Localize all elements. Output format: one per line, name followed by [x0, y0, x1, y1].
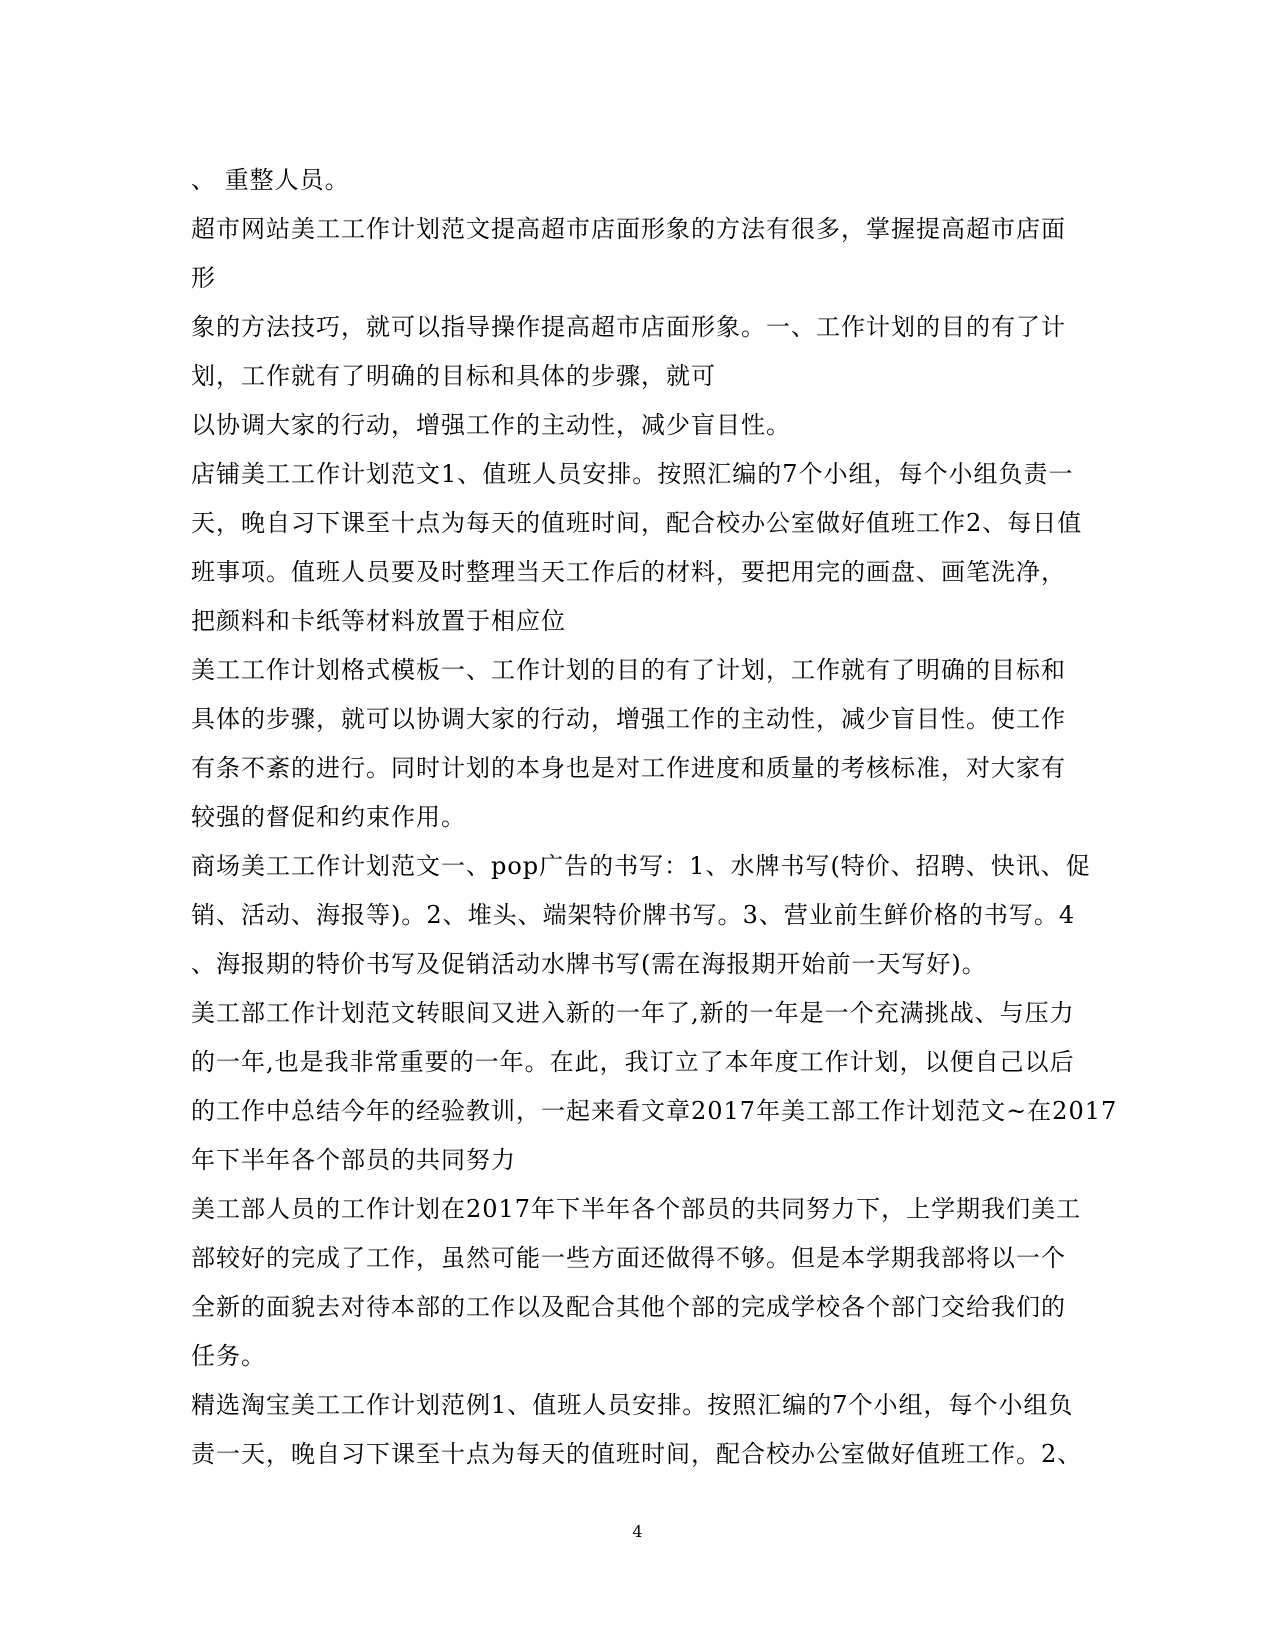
text-line: 划，工作就有了明确的目标和具体的步骤，就可 [191, 362, 716, 390]
text-line: 美工工作计划格式模板一、工作计划的目的有了计划，工作就有了明确的目标和 [191, 656, 1066, 684]
text-line: 象的方法技巧，就可以指导操作提高超市店面形象。一、工作计划的目的有了计 [191, 313, 1066, 341]
text-line: 美工部工作计划范文转眼间又进入新的一年了,新的一年是一个充满挑战、与压力 [191, 999, 1075, 1027]
text-line: 的工作中总结今年的经验教训，一起来看文章2017年美工部工作计划范文~在2017 [191, 1097, 1118, 1125]
text-line: 班事项。值班人员要及时整理当天工作后的材料，要把用完的画盘、画笔洗净， [191, 558, 1066, 586]
text-line: 把颜料和卡纸等材料放置于相应位 [191, 607, 566, 635]
text-line: 责一天，晚自习下课至十点为每天的值班时间，配合校办公室做好值班工作。2、 [191, 1440, 1083, 1468]
text-line: 美工部人员的工作计划在2017年下半年各个部员的共同努力下，上学期我们美工 [191, 1195, 1082, 1223]
text-line: 超市网站美工工作计划范文提高超市店面形象的方法有很多，掌握提高超市店面 [191, 215, 1066, 243]
text-line: 较强的督促和约束作用。 [191, 803, 466, 831]
text-line: 任务。 [191, 1342, 266, 1370]
text-line: 销、活动、海报等)。2、堆头、端架特价牌书写。3、营业前生鲜价格的书写。4 [191, 901, 1076, 929]
text-line: 商场美工工作计划范文一、pop广告的书写：1、水牌书写(特价、招聘、快讯、促 [191, 852, 1091, 880]
text-line: 、 重整人员。 [191, 166, 350, 194]
text-line: 以协调大家的行动，增强工作的主动性，减少盲目性。 [191, 411, 791, 439]
text-line: 有条不紊的进行。同时计划的本身也是对工作进度和质量的考核标准，对大家有 [191, 754, 1066, 782]
text-line: 形 [191, 264, 216, 292]
page-number: 4 [632, 1522, 643, 1541]
text-line: 的一年,也是我非常重要的一年。在此，我订立了本年度工作计划，以便自己以后 [191, 1048, 1075, 1076]
text-line: 、海报期的特价书写及促销活动水牌书写(需在海报期开始前一天写好)。 [191, 950, 987, 978]
text-line: 年下半年各个部员的共同努力 [191, 1146, 516, 1174]
text-line: 天，晚自习下课至十点为每天的值班时间，配合校办公室做好值班工作2、每日值 [191, 509, 1083, 537]
document-body [191, 156, 1118, 1479]
text-line: 店铺美工工作计划范文1、值班人员安排。按照汇编的7个小组，每个小组负责一 [191, 460, 1074, 488]
text-line: 具体的步骤，就可以协调大家的行动，增强工作的主动性，减少盲目性。使工作 [191, 705, 1066, 733]
text-line: 精选淘宝美工工作计划范例1、值班人员安排。按照汇编的7个小组，每个小组负 [191, 1391, 1074, 1419]
text-line: 全新的面貌去对待本部的工作以及配合其他个部的完成学校各个部门交给我们的 [191, 1293, 1066, 1321]
text-line: 部较好的完成了工作，虽然可能一些方面还做得不够。但是本学期我部将以一个 [191, 1244, 1066, 1272]
